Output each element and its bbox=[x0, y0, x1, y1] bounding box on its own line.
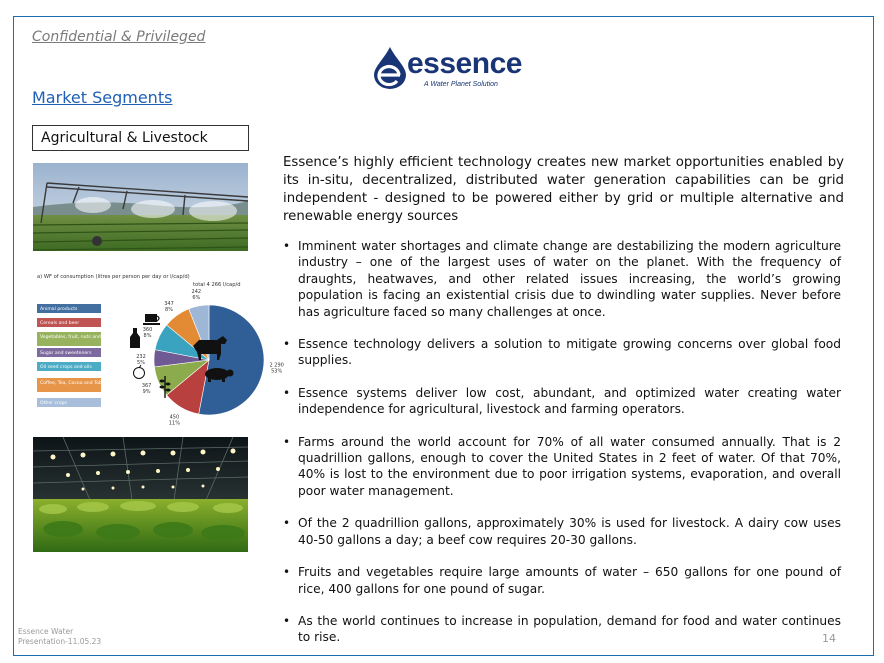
bullet-item bbox=[283, 613, 841, 646]
slice-label: 347 8% bbox=[164, 301, 174, 313]
slice-label: 367 9% bbox=[141, 383, 152, 395]
segment-label: Agricultural & Livestock bbox=[32, 125, 249, 151]
bullet-list bbox=[283, 238, 841, 662]
bullet-text: Of the 2 quadrillion gallons, approximately 30% is used for livestock. A dairy cow uses 40-50 gallons a day; a beef cow requires 20-30 gallons. bbox=[298, 516, 841, 547]
slice-label: 232 5% bbox=[136, 353, 146, 366]
bullet-dot: • bbox=[283, 385, 291, 400]
confidential-label: Confidential & Privileged bbox=[32, 29, 206, 45]
logo-wordmark: essence bbox=[407, 47, 522, 80]
bullet-item bbox=[283, 515, 841, 548]
legend-label: Animal products bbox=[40, 307, 78, 312]
legend-label: Coffee, Tea, Cocoa and Tobacco bbox=[40, 381, 113, 386]
legend-label: Sugar and sweeteners bbox=[40, 351, 92, 356]
chart-total: total 4 266 l/cap/d bbox=[193, 282, 241, 288]
logo-tagline: A Water Planet Solution bbox=[424, 81, 498, 88]
bullet-text: As the world continues to increase in population, demand for food and water continues to rise. bbox=[298, 613, 841, 645]
bullet-text: Fruits and vegetables require large amounts of water – 650 gallons for one pound of rice, 400 gallons for one pound of sugar. bbox=[298, 565, 841, 596]
bullet-text: Farms around the world account for 70% of all water consumed annually. That is 2 quadrillion gallons, enough to cover the United States in 2 feet of water. Of that 70%, 40% is lost to the environment due to poor irrigation systems, evaporation, and overall poor water management. bbox=[298, 434, 841, 498]
slice-label: 2 290 53% bbox=[269, 362, 284, 375]
coffee-cup-icon bbox=[143, 314, 160, 325]
legend-label: Cereals and beer bbox=[40, 321, 80, 326]
water-footprint-chart bbox=[33, 268, 284, 430]
bullet-text: Imminent water shortages and climate change are destabilizing the modern agriculture industry – one of the largest uses of water on the planet. With the frequency of draughts, heatwaves, and other related issues increasing, the world’s growing population is facing an existential crisis due to dwindling water supplies. Never before has agriculture faced so many challenges at once. bbox=[298, 239, 841, 319]
intro-paragraph: Essence’s highly efficient technology creates new market opportunities enabled by its in-situ, decentralized, distributed water generation capabilities can be grid independent - designed to be powered either by grid or multiple alternative and renewable energy sources bbox=[283, 155, 844, 224]
legend-label: Vegetables, fruit, nuts and wine bbox=[40, 335, 114, 340]
bullet-text: Essence technology delivers a solution to mitigate growing concerns over global food supplies. bbox=[298, 337, 841, 368]
section-title[interactable]: Market Segments bbox=[32, 88, 173, 107]
chart-title: a) WF of consumption (litres per person per day or l/cap/d) bbox=[37, 274, 190, 280]
bullet-dot: • bbox=[283, 239, 291, 253]
pie-chart-svg bbox=[33, 268, 284, 430]
bullet-text: Essence systems deliver low cost, abundant, and optimized water creating water independence for agricultural, livestock and farming operators. bbox=[298, 385, 841, 417]
bullet-item bbox=[283, 336, 841, 369]
bullet-dot: • bbox=[283, 434, 291, 449]
water-drop-icon bbox=[370, 45, 410, 89]
bottle-icon bbox=[130, 328, 140, 348]
bullet-dot: • bbox=[283, 516, 291, 531]
bullet-item bbox=[283, 434, 841, 500]
bullet-dot: • bbox=[283, 565, 291, 580]
page-number: 14 bbox=[822, 632, 836, 645]
bullet-item bbox=[283, 564, 841, 597]
essence-logo bbox=[370, 45, 522, 93]
bullet-item bbox=[283, 385, 841, 418]
bullet-dot: • bbox=[283, 337, 291, 352]
greenhouse-photo bbox=[33, 437, 248, 552]
bullet-item bbox=[283, 238, 841, 320]
legend-label: Oil seed crops and oils bbox=[40, 365, 92, 370]
irrigation-photo bbox=[33, 163, 248, 251]
bullet-dot: • bbox=[283, 613, 291, 628]
footer-presentation-label: Essence Water Presentation-11.05.23 bbox=[18, 627, 102, 646]
apple-icon bbox=[134, 365, 145, 379]
slice-label: 360 8% bbox=[142, 327, 153, 339]
slice-label: 450 11% bbox=[168, 414, 180, 427]
slice-label: 242 6% bbox=[191, 289, 202, 302]
legend-label: Other crops bbox=[40, 401, 67, 406]
